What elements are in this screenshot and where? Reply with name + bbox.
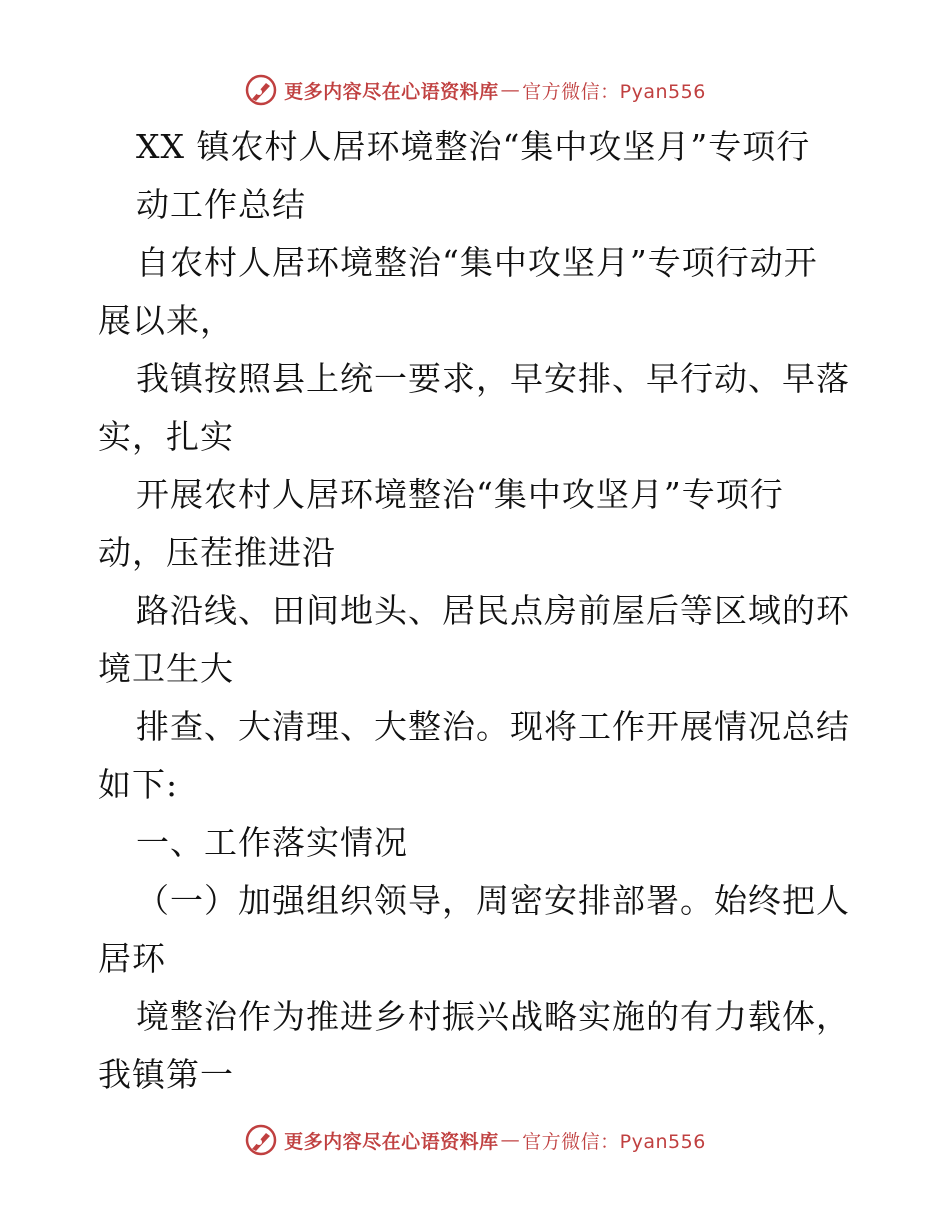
watermark-brand: 更多内容尽在心语资料库 xyxy=(284,80,499,103)
watermark-contact: 官方微信：Pyan556 xyxy=(522,80,706,103)
title-line-2: 动工作总结 xyxy=(136,185,306,224)
paragraph-line: 实，扎实 xyxy=(98,417,234,456)
pen-logo-icon xyxy=(244,73,278,107)
paragraph-line: （一）加强组织领导，周密安排部署。始终把人 xyxy=(136,881,850,920)
header-watermark xyxy=(0,72,950,108)
paragraph-line: 居环 xyxy=(98,939,166,978)
watermark-dash: — xyxy=(500,1129,521,1151)
footer-watermark xyxy=(0,1122,950,1158)
paragraph-line: 路沿线、田间地头、居民点房前屋后等区域的环 xyxy=(136,591,850,630)
pen-logo-icon xyxy=(244,1123,278,1157)
document-body xyxy=(98,118,858,1104)
paragraph-line: 我镇第一 xyxy=(98,1055,234,1094)
watermark-contact: 官方微信：Pyan556 xyxy=(522,1130,706,1153)
section-heading: 一、工作落实情况 xyxy=(136,823,408,862)
paragraph-line: 如下: xyxy=(98,765,179,804)
paragraph-line: 排查、大清理、大整治。现将工作开展情况总结 xyxy=(136,707,850,746)
paragraph-line: 动，压茬推进沿 xyxy=(98,533,336,572)
paragraph-line: 展以来， xyxy=(98,301,234,340)
paragraph-line: 境卫生大 xyxy=(98,649,234,688)
title-line-1: XX 镇农村人居环境整治“集中攻坚月”专项行 xyxy=(136,127,811,166)
paragraph-line: 自农村人居环境整治“集中攻坚月”专项行动开 xyxy=(136,243,818,282)
watermark-dash: — xyxy=(500,79,521,101)
paragraph-line: 我镇按照县上统一要求，早安排、早行动、早落 xyxy=(136,359,850,398)
paragraph-line: 开展农村人居环境整治“集中攻坚月”专项行 xyxy=(136,475,784,514)
watermark-brand: 更多内容尽在心语资料库 xyxy=(284,1130,499,1153)
paragraph-line: 境整治作为推进乡村振兴战略实施的有力载体， xyxy=(136,997,850,1036)
